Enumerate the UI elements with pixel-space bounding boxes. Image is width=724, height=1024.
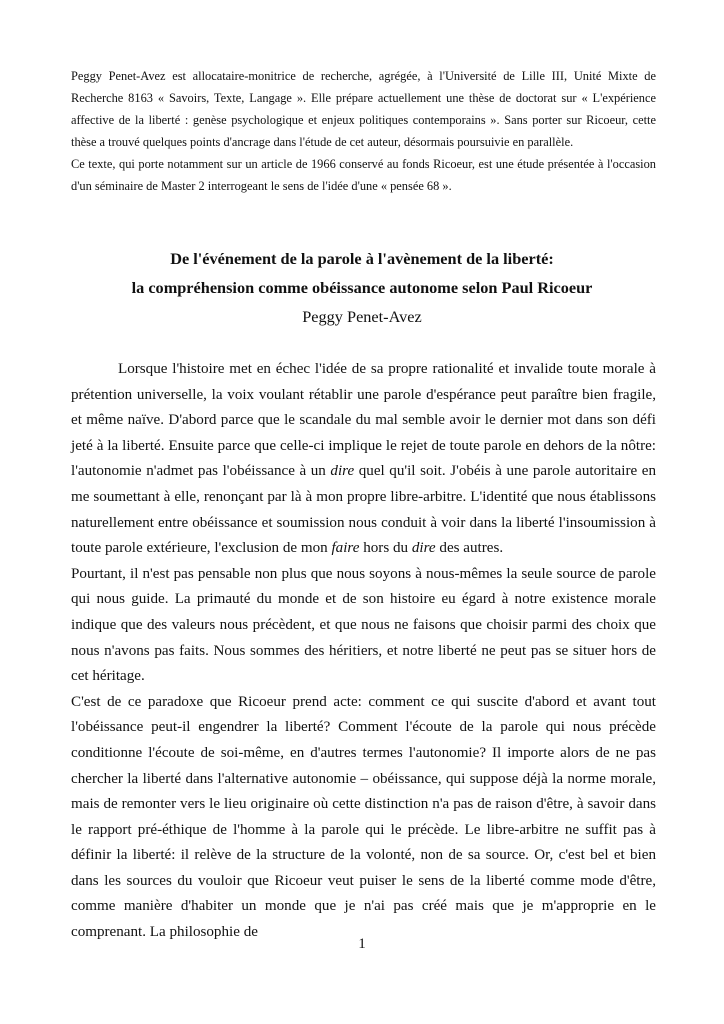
author-note-paragraph-1: Peggy Penet-Avez est allocataire-monitrice de recherche, agrégée, à l'Université de Lille III, Unité Mixte de Recherche 8163 « Savoirs, Texte, Langage ». Elle prépare actuellement une thèse de doctorat sur « L'expérience affective de la liberté : genèse psychologique et enjeux politiques contemporains ». Sans porter sur Ricoeur, cette thèse a trouvé quelques points d'ancrage dans l'étude de cet auteur, désormais poursuivie en parallèle. <box>71 69 656 149</box>
body-paragraph-1-text-d: des autres. <box>435 540 504 557</box>
body-paragraph-1 <box>71 357 656 562</box>
emphasis-dire: dire <box>330 463 355 480</box>
title-line-1: De l'événement de la parole à l'avènement de la liberté: <box>170 249 554 268</box>
body-paragraph-1-text-c: hors du <box>359 540 412 557</box>
emphasis-faire: faire <box>331 540 360 557</box>
page-number: 1 <box>358 936 366 952</box>
author-name: Peggy Penet-Avez <box>302 307 422 326</box>
title-line-2: la compréhension comme obéissance autonome selon Paul Ricoeur <box>131 278 593 297</box>
body-paragraph-2: Pourtant, il n'est pas pensable non plus que nous soyons à nous-mêmes la seule source de parole qui nous guide. La primauté du monde et de son histoire eu égard à notre existence morale indique que des valeurs nous précèdent, et que nous ne faisons que choisir parmi des choix que nous n'avons pas faits. Nous sommes des héritiers, et notre liberté ne peut pas se situer hors de cet héritage. <box>71 565 656 685</box>
body-paragraph-3: C'est de ce paradoxe que Ricoeur prend acte: comment ce qui suscite d'abord et avant tout l'obéissance peut-il engendrer la liberté? Comment l'écoute de la parole qui nous précède conditionne l'écoute de soi-même, en d'autres termes l'autonomie? Il importe alors de ne pas chercher la liberté dans l'alternative autonomie – obéissance, qui suppose déjà la norme morale, mais de remonter vers le lieu originaire où cette distinction n'a pas de raison d'être, à savoir dans le rapport pré-éthique de l'homme à la parole qui le précède. Le libre-arbitre ne suffit pas à définir la liberté: il relève de la structure de la volonté, non de sa source. Or, c'est bel et bien dans les sources du vouloir que Ricoeur veut puiser le sens de la liberté comme mode d'être, comme manière d'habiter un monde que je n'ai pas créé mais que je m'approprie en le comprenant. La philosophie de <box>71 693 656 941</box>
body-text <box>71 357 656 946</box>
title-block <box>40 244 684 331</box>
emphasis-dire-2: dire <box>411 540 436 557</box>
author-note <box>71 66 656 197</box>
body-paragraph-1-text-a: Lorsque l'histoire met en échec l'idée de sa propre rationalité et invalide toute morale à prétention universelle, la voix voulant rétablir une parole d'espérance peut paraître bien fragile, et même naïve. D'abord parce que le scandale du mal semble avoir le dernier mot dans son défi jeté à la liberté. Ensuite parce que celle-ci implique le rejet de toute parole en dehors de la nôtre: l'autonomie n'admet pas l'obéissance à un <box>71 361 656 480</box>
body-paragraph-1-text-b: quel qu'il soit. J'obéis à une parole autoritaire en me soumettant à elle, renonçant par là à mon propre libre-arbitre. L'identité que nous établissons naturellement entre obéissance et soumission nous conduit à voir dans la liberté l'insoumission à toute parole extérieure, l'exclusion de mon <box>71 463 656 557</box>
author-note-paragraph-2: Ce texte, qui porte notamment sur un article de 1966 conservé au fonds Ricoeur, est une étude présentée à l'occasion d'un séminaire de Master 2 interrogeant le sens de l'idée d'une « pensée 68 ». <box>71 156 656 193</box>
